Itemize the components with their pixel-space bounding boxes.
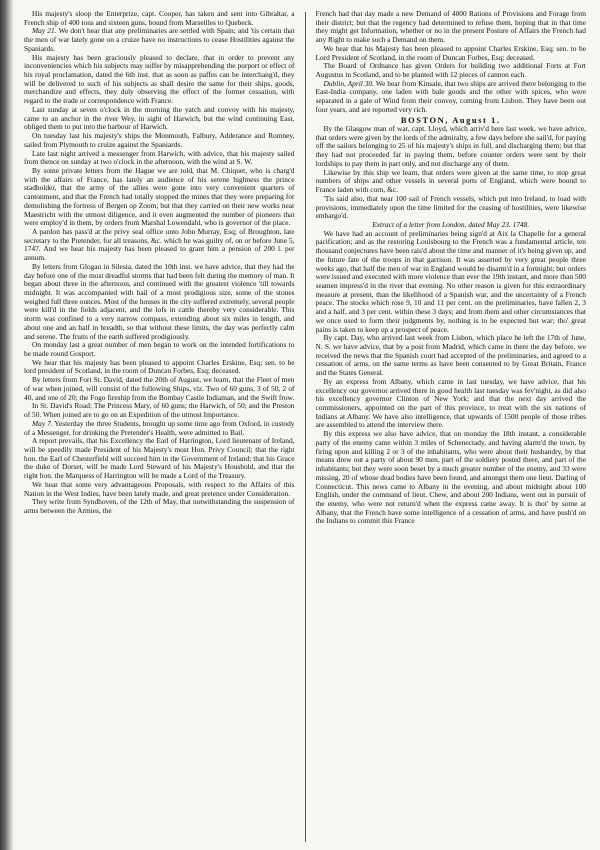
- paragraph-text: They write from Syndhoven, of the 12th of May, that notwithstanding the suspension of arms between the Armies, the: [24, 497, 295, 515]
- extract-title: Extract of a letter from London, dated May 23. 1748.: [372, 219, 530, 229]
- news-paragraph: [24, 106, 295, 132]
- news-paragraph: [24, 481, 295, 498]
- news-paragraph: [316, 125, 587, 169]
- paragraph-text: By the Glasgow man of war, capt. Lloyd, which arriv'd here last week, we have advice, that orders were given by the lords of the admiralty, a few days before she sail'd, for paying off the sailors belonging to 25 of his majesty's ships in full, and discharging them; but that they had not proceeded far in paying them, before counter orders were sent by their lordships to pay them in part only, and not discharge any of them.: [315, 124, 586, 168]
- paragraph-text: Last sunday at seven o'clock in the morning the yatch and convoy with his majesty, came to an anchor in the river Wey, in sight of Harwich, but the wind continuing East, obliged them to put into the harbour of Harwich.: [24, 104, 295, 132]
- paragraph-text: We have had an account of preliminaries being sign'd at Aix la Chapelle for a general pacification; and as the restoring Louisbourg to the French was a fundamental article, ten thousand conjectures have been rais'd about the time and manner of it's being given up, and the future fate of the troops in that garrison. It was asserted by very great people three weeks ago, that half the men of war in England would be disarm'd in a fortnight; but orders were issued and executed with more violence than ever the 19th instant, and more than 500 seamen impress'd in the river that evening. No other reason is given for this extraordinary measure at present, than the likelihood of a Spanish war, and the uncertainty of a French peace. The stocks which rose 9, 10 and 11 per cent. on the preliminaries, have fallen 2, 3 and a half, and 3 per cent. within these 3 days; and from them and other circumstances that we once used to form their judgments by, nothing is to be expected but war; tho' great pains is taken to keep up a prospect of peace.: [315, 228, 586, 334]
- paragraph-text: Late last night arrived a messenger from Harwich, with advice, that his majesty sailed from thence on sunday at two o'clock in the afternoon, with the wind at S. W.: [24, 148, 295, 167]
- news-paragraph: [24, 359, 295, 376]
- news-paragraph: [316, 10, 587, 45]
- paragraph-text: By an express from Albany, which came in last tuesday, we have advice, that his excellency our governor arrived there in good health last tuesday was fev'night, as did also his excellency governor Clinton of New York; and that the next day arrived the commissioners, appointed on the part of this province, to treat with the six nations of Indians at Albany. We have also intelligence, that upwards of 1500 people of those tribes are assembled to attend the interview there.: [315, 376, 586, 430]
- news-paragraph: [24, 228, 295, 263]
- news-paragraph: [24, 498, 295, 515]
- paragraph-text: We hear from Kinsale, that two ships are arrived there belonging to the East-India company, one laden with bale goods and the other with spices, who were separated in a gale of Wind from their convoy, coming from Lisbon. They have been out four years, and are reported very rich.: [315, 78, 586, 114]
- paragraph-text: By some private letters from the Hague we are told, that M. Chiquet, who is charg'd with the affairs of France, has lately an audience of his serene highness the prince stadholder, that the army of the allies were gone into very convenient quarters of cantonment, and that the French had totally stopped the mines that they were preparing for demolishing the fortress of Bergen op Zoom; but that they carried on their new works near Maestricht with the utmost diligence, and it even augmented the number of pioneers that were employ'd in them, by orders from Marshal Lowendahl, who is governor of the place.: [24, 165, 295, 228]
- news-paragraph: [24, 341, 295, 358]
- news-paragraph: [316, 195, 587, 221]
- news-paragraph: [316, 378, 587, 430]
- news-paragraph: [316, 62, 587, 79]
- news-paragraph: [24, 54, 295, 106]
- paragraph-text: By capt. Day, who arrived last week from Lisbon, which place he left the 17th of June, N. S. we have advice, that by a post from Madrid, which came in there the day before, we received the news that the Spanish court had accepted of the preliminaries, and agreed to a cessation of arms, on the same terms as have been consented to by Great Britain, France and the States General.: [315, 333, 586, 378]
- paragraph-text: By letters from Glogau in Silesia, dated the 10th inst. we have advice, that they had the day before one of the most dreadful storms that had been felt during the memory of man. It began about three in the afternoon, and continued with the greatest violence 'till towards midnight. It was accompanied with hail of a most prodigious size, some of the stones weighed full three ounces. Most of the houses in the city suffered extremely, several people were kill'd in the fields adjacent, and the lofs in cattle thereby very considerable. This storm was confined to a very narrow compass, extending about six miles in length, and about one and an half in breadth, so that without these limits, the day was perfectly calm and serene. The fruits of the earth suffered prodigiously.: [24, 261, 295, 341]
- paragraph-text: We don't hear that any preliminaries are settled with Spain; and 'tis certain that the men of war lately gone on a cruize have no instructions to cease Hostilities against the Spaniards.: [24, 26, 295, 53]
- paragraph-text: His majesty's sloop the Enterprize, capt. Cooper, has taken and sent into Gibraltar, a French ship of 400 tons and sixteen guns, bound from Marseilles to Quebeck.: [24, 10, 295, 27]
- news-paragraph: [24, 420, 295, 437]
- paragraph-text: His majesty has been graciously pleased to declare, that in order to prevent any inconveniencies which his subjects may suffer by misapprehending the purport or effect of his royal proclamation, dated the 6th inst. that as soon as paffes can be interchang'd, they will be delivered to such of his subjects as shall desire the same for their ships, goods, merchandize and effects, they duly observing the effect of the former cessation, with regard to the trade or correspondence with France.: [24, 52, 295, 106]
- news-paragraph: [24, 27, 295, 53]
- news-paragraph: [316, 169, 587, 195]
- paragraph-text: On tuesday last his majesty's ships the Monmouth, Falbury, Adderance and Romney, sailed from Plymouth to cruize against the Spaniards.: [24, 131, 295, 149]
- right-column: [316, 10, 587, 842]
- column-rule: [305, 12, 306, 842]
- paragraph-text: Yesterday the three Students, brought up some time ago from Oxford, in custody of a Messenger, for drinking the Pretender's Health, were admitted to Bail.: [24, 418, 295, 437]
- section-heading: BOSTON, August 1.: [400, 115, 501, 125]
- dateline: Dublin, April 30.: [323, 78, 374, 88]
- paragraph-text: We hear that some very advantageous Proposals, with respect to the Affairs of this Nation in the West Indies, have been lately made, and great pretence under Consideration.: [24, 479, 295, 498]
- dateline: May 21.: [32, 26, 57, 36]
- paragraph-text: By this express we also have advice, that on monday the 18th instant, a considerable party of the enemy came within 3 miles of Schenectady, and having alarm'd the town, by firing upon and killing 2 or 3 of the inhabitants, who were about their husbandry, by that means drew out a party of about 90 men, part of the soldiery posted there, and part of the inhabitants; but they were soon beset by a much greater number of the enemy, and 33 were missing, 20 of whose dead bodies have been found, and amongst them one lieut. Darling of Connecticut. This news came to Albany in the evening, and about midnight about 100 English, under the command of lieut. Chew, and about 200 Indians, went out in pursuit of the enemy, who were not return'd when the express came away. It is thot' by some at Albany, that the French have some intelligence of a cessation of arms, and have push'd on the Indians to commit this France: [315, 429, 586, 526]
- paragraph-text: In St. David's Road; The Princess Mary, of 60 guns; the Harwich, of 50; and the Preston of 50. When joined are to go on an Expedition of the utmost Importance.: [24, 401, 295, 420]
- news-paragraph: [24, 167, 295, 228]
- news-paragraph: [316, 230, 587, 335]
- paragraph-text: By letters from Fort St. David, dated the 20th of August, we learn, that the Fleet of men of war when joined, will consist of the following Ships, viz. Two of 60 guns, 3 of 50, 2 of 40, and one of 20; the Fogo fireship from the Bombay Castle Indiaman, and the Swift frow.: [24, 375, 295, 402]
- paragraph-text: We hear that his majesty has been pleased to appoint Charles Erskine, Esq; sen. to be lord president of Scotland, in the room of Duncan Forbes, Esq; deceased.: [24, 357, 295, 376]
- news-paragraph: [24, 150, 295, 167]
- columns: [24, 10, 586, 842]
- news-paragraph: [316, 45, 587, 62]
- paragraph-text: 'Tis said also, that near 100 sail of French vessels, which put into Ireland, to load with provisions, immediately upon the time limited for the ceasing of hostilities, were likewise embargo'd.: [315, 193, 586, 221]
- news-paragraph: [24, 376, 295, 402]
- news-paragraph: [316, 430, 587, 526]
- news-paragraph: [316, 334, 587, 378]
- news-paragraph: [24, 10, 295, 27]
- paragraph-text: A report prevails, that his Excellency the Earl of Harrington, Lord lieutenant of Ireland, will be speedily made President of his Majesty's most Hon. Privy Council; that the right hon. the Earl of Chesterfield will succeed him in the Government of Ireland; that his Grace the duke of Dorset, will be made Lord Steward of his Majesty's Houshold, and that the right hon. the Marquess of Harrington will be made a Lord of the Treasury.: [24, 436, 295, 481]
- paragraph-text: On monday last a great number of men began to work on the intended fortifications to be made round Gosport.: [24, 340, 295, 359]
- paragraph-text: Likewise by this ship we learn, that orders were given at the same time, to stop great numbers of ships and other vessels in several ports of England, which were bound to France laden with corn, &c.: [315, 167, 586, 195]
- dateline: May 7.: [32, 418, 53, 428]
- news-paragraph: [24, 437, 295, 481]
- news-paragraph: [316, 80, 587, 115]
- news-paragraph: [24, 263, 295, 341]
- paragraph-text: We hear that his Majesty has been pleased to appoint Charles Erskine, Esq; sen. to be Lord President of Scotland, in the room of Duncan Forbes, Esq; deceased.: [315, 43, 586, 62]
- news-paragraph: [24, 132, 295, 149]
- paragraph-text: French had that day made a new Demand of 4000 Rations of Provisions and Forage from their district; but that the regency had determined to refuse them, hoping that in that time they might get Information, whether or no in the present Posture of Affairs the French had any Right to make such a Demand on them.: [315, 10, 586, 45]
- left-column: [24, 10, 295, 842]
- news-paragraph: [24, 402, 295, 419]
- paragraph-text: A pardon has pass'd at the privy seal office unto John Murray, Esq; of Broughton, late secretary to the Pretender, for all treasons, &c. which he was guilty of, on or before June 5, 1747. And we hear his majesty has been pleased to grant him a pension of 200 l. per annum.: [24, 226, 295, 263]
- paragraph-text: The Board of Ordnance has given Orders for building two additional Forts at Fort Augustus in Scotland, and to be planted with 12 pieces of cannon each.: [315, 61, 586, 80]
- book-spine-shadow: [0, 0, 14, 850]
